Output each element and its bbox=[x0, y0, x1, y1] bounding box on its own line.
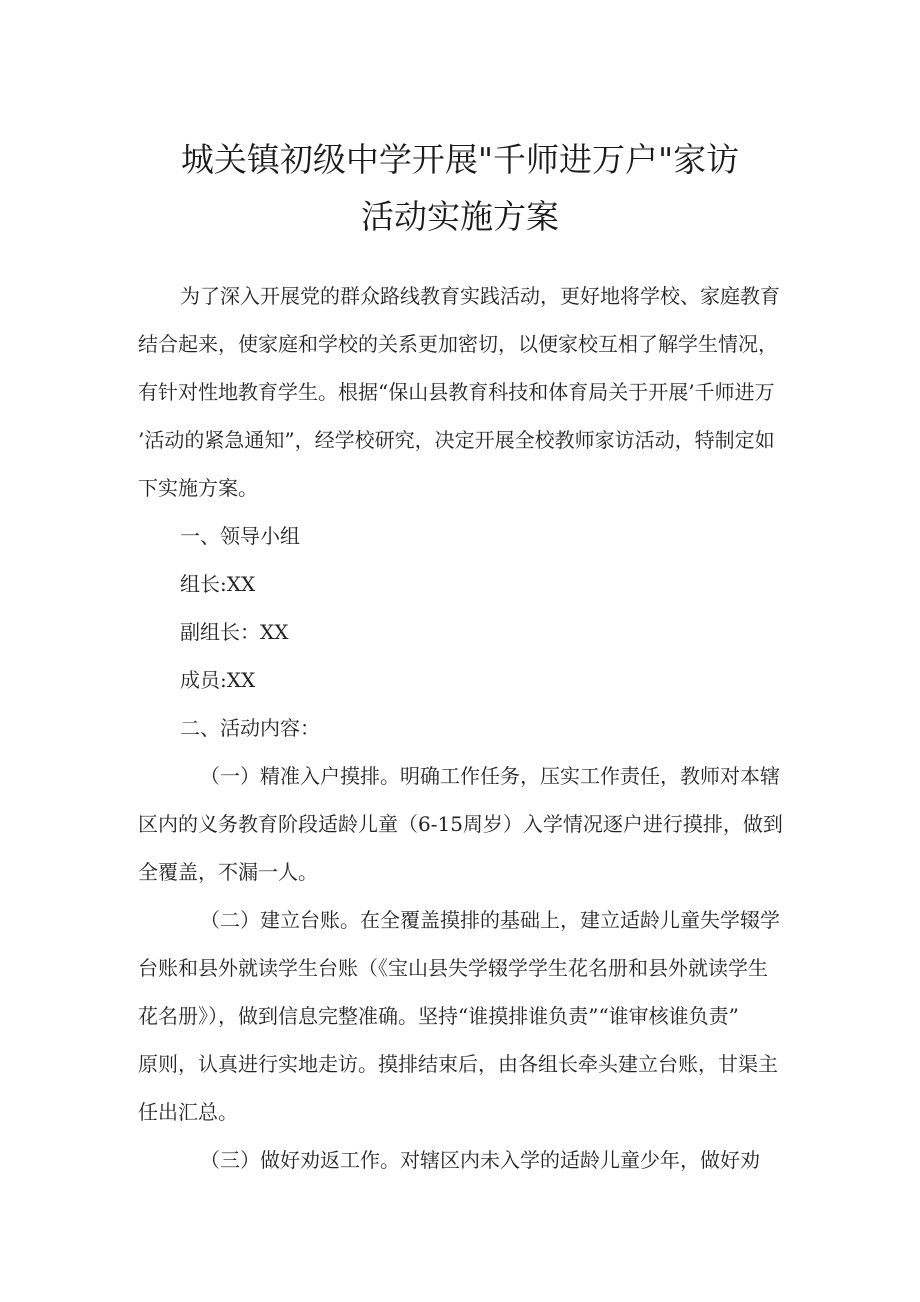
intro-line: 结合起来，使家庭和学校的关系更加密切，以便家校互相了解学生情况， bbox=[138, 332, 778, 356]
vice-leader-line: 副组长：XX bbox=[180, 620, 289, 644]
item-2-line: 原则，认真进行实地走访。摸排结束后，由各组长牵头建立台账，甘渠主 bbox=[138, 1052, 778, 1076]
item-2-line: 任出汇总。 bbox=[138, 1100, 238, 1124]
document-title-line-1: 城关镇初级中学开展"千师进万户"家访 bbox=[180, 140, 740, 179]
leader-line: 组长:XX bbox=[180, 572, 256, 596]
item-3-paragraph bbox=[138, 1136, 788, 1184]
intro-line: ’活动的紧急通知”，经学校研究，决定开展全校教师家访活动，特制定如 bbox=[138, 428, 775, 452]
item-1-line: 区内的义务教育阶段适龄儿童（6-15周岁）入学情况逐户进行摸排，做到 bbox=[138, 812, 783, 836]
section-heading-leadership: 一、领导小组 bbox=[180, 524, 300, 548]
intro-line: 为了深入开展党的群众路线教育实践活动，更好地将学校、家庭教育 bbox=[180, 284, 780, 308]
section-leadership bbox=[138, 512, 788, 752]
item-1-line: （一）精准入户摸排。明确工作任务，压实工作责任，教师对本辖 bbox=[200, 764, 780, 788]
intro-line: 有针对性地教育学生。根据“保山县教育科技和体育局关于开展’千师进万 bbox=[138, 380, 775, 404]
item-2-line: （二）建立台账。在全覆盖摸排的基础上，建立适龄儿童失学辍学 bbox=[200, 908, 780, 932]
section-heading-activities: 二、活动内容： bbox=[180, 716, 320, 740]
item-2-paragraph bbox=[138, 896, 788, 1136]
item-1-line: 全覆盖，不漏一人。 bbox=[138, 860, 318, 884]
intro-line: 下实施方案。 bbox=[138, 476, 258, 500]
item-2-line: 花名册》），做到信息完整准确。坚持“谁摸排谁负责”“谁审核谁负责” bbox=[138, 1004, 739, 1028]
item-2-line: 台账和县外就读学生台账（《宝山县失学辍学学生花名册和县外就读学生 bbox=[138, 956, 768, 980]
intro-paragraph bbox=[138, 272, 788, 512]
item-3-line: （三）做好劝返工作。对辖区内未入学的适龄儿童少年，做好劝 bbox=[200, 1148, 760, 1172]
document-title-line-2: 活动实施方案 bbox=[361, 197, 559, 236]
item-1-paragraph bbox=[138, 752, 788, 896]
members-line: 成员:XX bbox=[180, 668, 256, 692]
